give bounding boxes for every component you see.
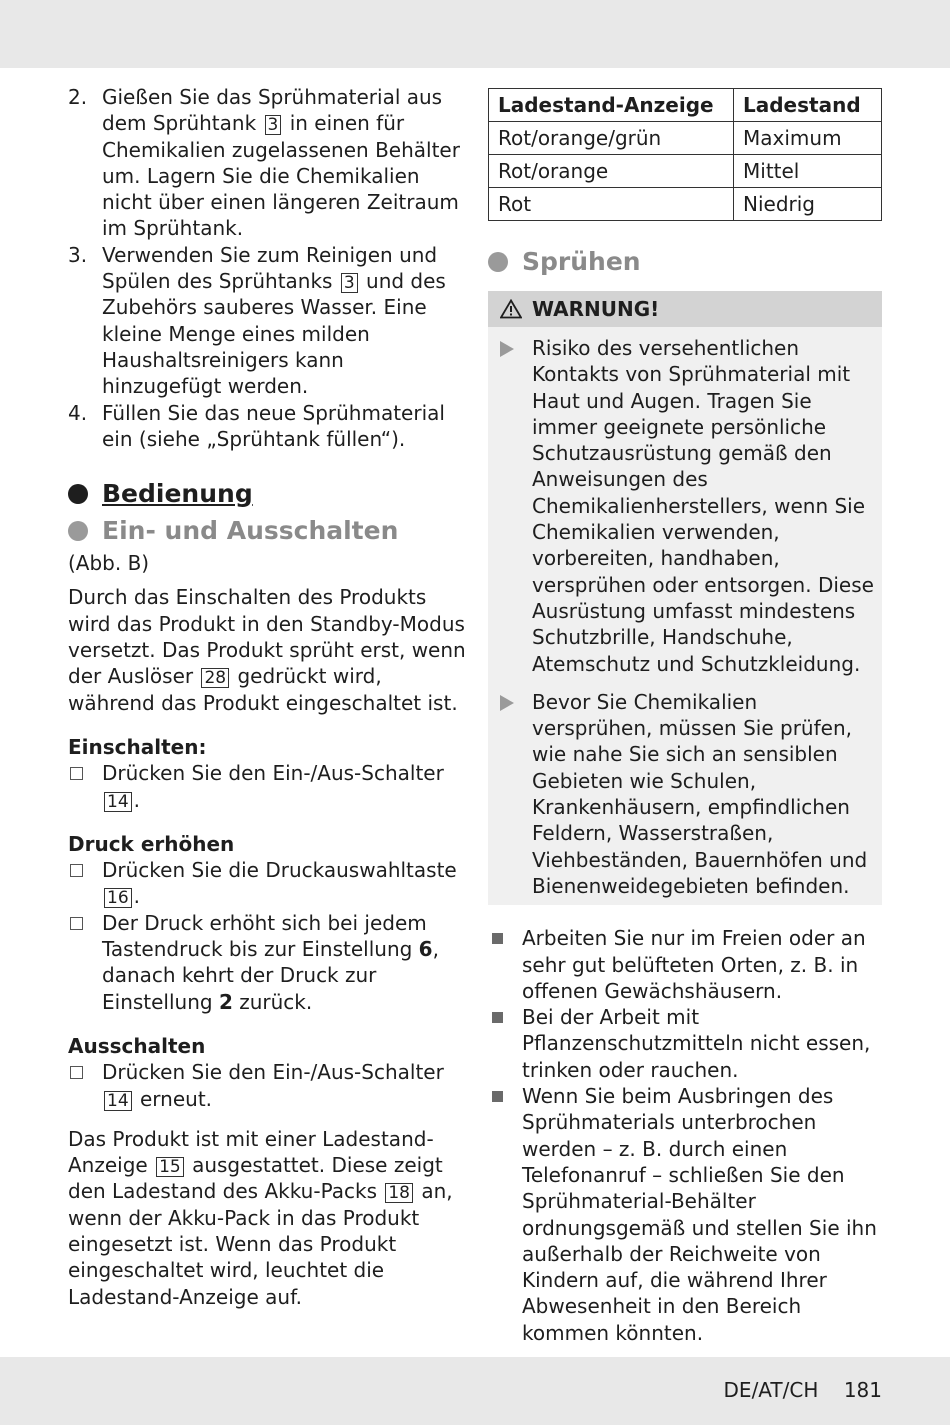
list-item: Drücken Sie den Ein-/Aus-Schalter 14 erneut. (68, 1059, 468, 1112)
step-number: 4. (68, 400, 88, 425)
part-ref: 15 (156, 1157, 184, 1177)
label-einschalten: Einschalten: (68, 734, 207, 759)
right-column (488, 88, 882, 1346)
list-item: Der Druck erhöht sich bei jedem Tastendruck bis zur Einstellung 6, danach kehrt der Druck zur Einstellung 2 zurück. (68, 910, 468, 1015)
checkbox-bullet-icon (70, 1066, 83, 1079)
label-ausschalten: Ausschalten (68, 1033, 206, 1058)
arrow-bullet-icon (500, 695, 514, 711)
warning-item: Bevor Sie Chemikalien versprühen, müssen Sie prüfen, wie nahe Sie sich an sensiblen Gebieten wie Schulen, Krankenhäusern, empfindlichen Feldern, Wasserstraßen, Viehbeständen, Bauernhöfen und Bienenweidegebieten befinden. (488, 689, 882, 899)
step-4 (68, 400, 468, 453)
bullet-dot-icon (68, 484, 88, 504)
list-item: Bei der Arbeit mit Pflanzenschutzmitteln nicht essen, trinken oder rauchen. (488, 1004, 882, 1083)
table-row: Rot/orange Mittel (489, 155, 882, 188)
section-heading-bedienung: Bedienung (68, 476, 468, 512)
list-item: Drücken Sie die Druckauswahltaste 16 . (68, 857, 468, 910)
part-ref: 16 (104, 888, 132, 908)
checkbox-bullet-icon (70, 917, 83, 930)
part-ref: 14 (104, 1091, 132, 1111)
step-text: in einen für Chemikalien zugelassenen Behälter um. Lagern Sie die Chemikalien nicht über einen längeren Zeitraum im Sprühtank. (102, 111, 460, 241)
warning-box (488, 291, 882, 905)
label-druck: Druck erhöhen (68, 831, 235, 856)
final-paragraph: Das Produkt ist mit einer Ladestand-Anzeige 15 ausgestattet. Diese zeigt den Ladestand des Akku-Packs 18 an, wenn der Akku-Pack in das Produkt eingesetzt ist. Wenn das Produkt eingeschaltet wird, leuchtet die Ladestand-Anzeige auf. (68, 1126, 453, 1309)
bullet-list (488, 925, 882, 1346)
table-row: Rot Niedrig (489, 188, 882, 221)
step-text: Gießen Sie das Sprühmaterial aus dem Sprühtank (102, 85, 443, 136)
step-text: Verwenden Sie zum Reinigen und Spülen des Sprühtanks (102, 242, 438, 294)
list-item: Arbeiten Sie nur im Freien oder an sehr gut belüfteten Orten, z. B. in offenen Gewächshäusern. (488, 925, 882, 1004)
warning-triangle-icon (500, 299, 522, 319)
list-item: Wenn Sie beim Ausbringen des Sprühmaterials unterbrochen werden – z. B. durch einen Telefonanruf – schließen Sie den Sprühmaterial-Behälter ordnungsgemäß und stellen Sie ihn außerhalb der Reichweite von Kindern auf, die während Ihrer Abwesenheit in den Bereich kommen könnten. (488, 1083, 882, 1346)
part-ref: 28 (201, 668, 229, 688)
subsection-heading: Ein- und Ausschalten (68, 512, 468, 550)
left-column (68, 84, 468, 1310)
checkbox-bullet-icon (70, 767, 83, 780)
step-number: 3. (68, 242, 88, 267)
figure-ref: (Abb. B) (68, 551, 150, 576)
table-header: Ladestand-Anzeige (489, 89, 734, 122)
bullet-dot-icon (68, 521, 88, 541)
charge-level-table (488, 88, 882, 221)
warning-item: Risiko des versehentlichen Kontakts von Sprühmaterial mit Haut und Augen. Tragen Sie immer geeignete persönliche Schutzausrüstung gemäß den Anweisungen des Chemikalienherstellers, wenn Sie Chemikalien verwenden, vorbereiten, handhaben, versprühen oder entsorgen. Diese Ausrüstung umfasst mindestens Schutzbrille, Handschuhe, Atemschutz und Schutzkleidung. (488, 335, 882, 677)
warning-header: WARNUNG! (488, 291, 882, 327)
list-item: Drücken Sie den Ein-/Aus-Schalter 14 . (68, 760, 468, 813)
step-3 (68, 242, 468, 400)
checkbox-bullet-icon (70, 864, 83, 877)
square-bullet-icon (492, 1091, 503, 1102)
step-2 (68, 84, 468, 242)
square-bullet-icon (492, 933, 503, 944)
header-band (0, 0, 950, 68)
section-heading-spruehen: Sprühen (488, 243, 882, 281)
table-row: Rot/orange/grün Maximum (489, 122, 882, 155)
arrow-bullet-icon (500, 341, 514, 357)
part-ref: 18 (385, 1183, 413, 1203)
part-ref: 14 (104, 792, 132, 812)
square-bullet-icon (492, 1012, 503, 1023)
bullet-dot-icon (488, 252, 508, 272)
step-number: 2. (68, 85, 88, 109)
step-text: und des Zubehörs sauberes Wasser. Eine kleine Menge eines milden Haushaltsreinigers kann hinzugefügt werden. (102, 269, 446, 399)
page-footer: DE/AT/CH 181 (723, 1378, 882, 1402)
part-ref: 3 (265, 115, 282, 135)
table-header-row (489, 89, 882, 122)
intro-paragraph: Durch das Einschalten des Produkts wird das Produkt in den Standby-Modus versetzt. Das Produkt sprüht erst, wenn der Auslöser 28 gedrückt wird, während das Produkt eingeschaltet ist. (68, 585, 466, 715)
table-header: Ladestand (734, 89, 882, 122)
part-ref: 3 (341, 273, 358, 293)
step-text: Füllen Sie das neue Sprühmaterial ein (siehe „Sprühtank füllen“). (102, 400, 445, 451)
